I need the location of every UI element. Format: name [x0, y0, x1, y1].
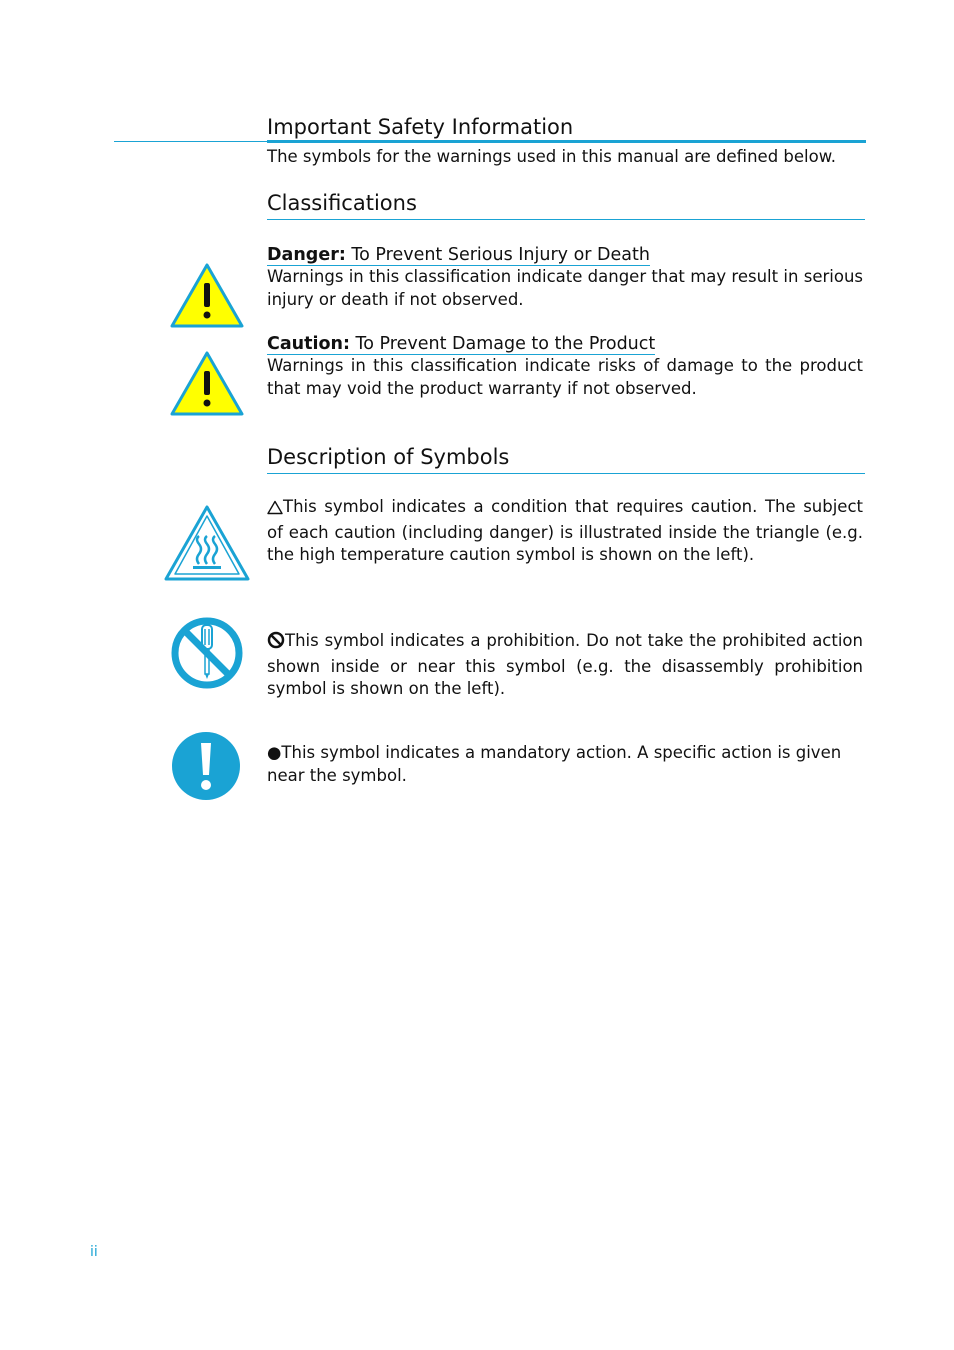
classifications-rule — [267, 219, 865, 220]
caution-text: Warnings in this classification indicate risks of damage to the product that may void the product warranty if not observed. — [267, 356, 863, 398]
caution-warning-icon — [170, 350, 244, 416]
symbols-heading: Description of Symbols — [267, 445, 510, 469]
page-title: Important Safety Information — [267, 115, 574, 139]
caution-symbol-description — [267, 496, 863, 567]
mandatory-symbol-description — [267, 742, 863, 787]
mandatory-action-icon — [171, 731, 241, 801]
intro-text: The symbols for the warnings used in this manual are defined below. — [267, 147, 836, 166]
triangle-inline-icon — [267, 499, 283, 522]
bullet-inline-icon: ● — [267, 743, 282, 762]
prohibition-symbol-text: This symbol indicates a prohibition. Do not take the prohibited action shown inside or near this symbol (e.g. the disassembly prohibition symbol is shown on the left). — [267, 631, 863, 698]
caution-symbol-text: This symbol indicates a condition that requires caution. The subject of each caution (including danger) is illustrated inside the triangle (e.g. the high temperature caution symbol is shown on the left). — [267, 497, 863, 564]
no-disassembly-icon — [169, 614, 245, 692]
danger-warning-icon — [170, 262, 244, 328]
hot-surface-caution-icon — [164, 504, 250, 582]
danger-text: Warnings in this classification indicate danger that may result in serious injury or death if not observed. — [267, 267, 863, 309]
mandatory-symbol-text: This symbol indicates a mandatory action. A specific action is given near the symbol. — [267, 743, 842, 785]
caution-subhead — [267, 334, 655, 355]
danger-label: Danger: — [267, 245, 346, 265]
symbols-rule — [267, 473, 865, 474]
title-rule-left — [114, 141, 267, 142]
prohibition-symbol-description — [267, 630, 863, 701]
classifications-heading: Classifications — [267, 191, 417, 215]
title-rule — [267, 140, 866, 143]
caution-subtitle: To Prevent Damage to the Product — [355, 334, 656, 354]
page-number: ii — [90, 1244, 98, 1260]
danger-subhead — [267, 245, 650, 266]
caution-label: Caution: — [267, 334, 350, 354]
danger-subtitle: To Prevent Serious Injury or Death — [351, 245, 650, 265]
prohibition-inline-icon — [267, 631, 285, 656]
